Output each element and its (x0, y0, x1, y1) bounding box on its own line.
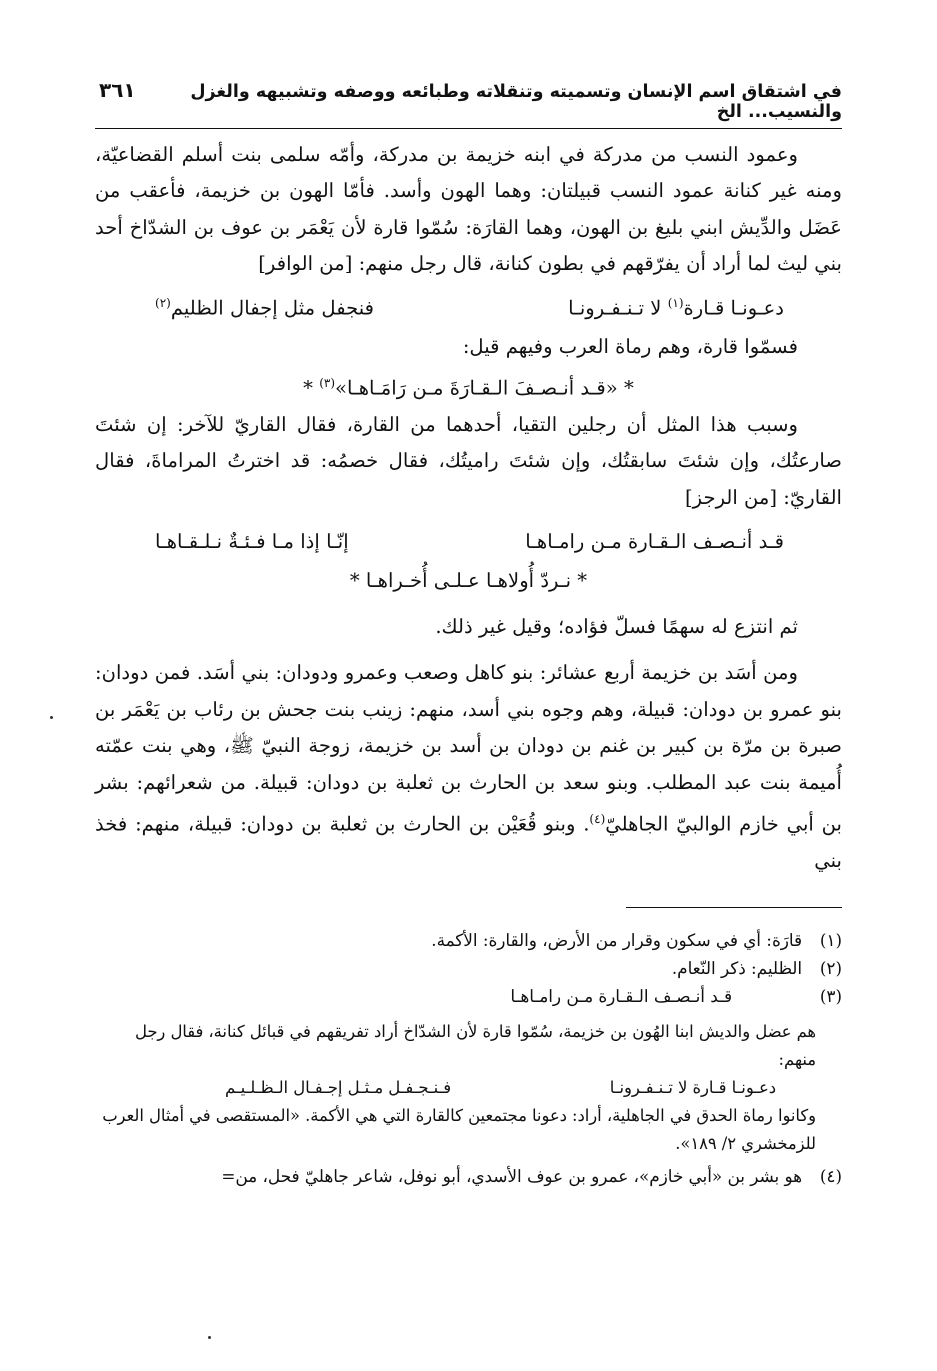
footnote-ref-3[interactable]: (٣) (319, 375, 336, 390)
verse-3 (95, 524, 842, 560)
verse-1 (95, 285, 842, 327)
footnote-2 (95, 954, 842, 982)
paragraph-4: ثم انتزع له سهمًا فسلّ فؤاده؛ وقيل غير ذلك. (435, 614, 798, 638)
footnote-4-text: هو بشر بن «أبي خازم»، عمرو بن عوف الأسدي، أبو نوفل، شاعر جاهليّ فحل، من= (221, 1166, 802, 1187)
footnote-3-quote-verse-b: فـنـجـفـل مـثـل إجـفـال الـظـلـيـم (225, 1078, 452, 1098)
paragraph-1: وعمود النسب من مدركة في ابنه خزيمة بن مدركة، وأمّه سلمى بنت أسلم القضاعيّة، ومنه غير كنانة عمود النسب قبيلتان: وهما الهون وأسد. فأمّا الهون بن خزيمة، فأعقب من عَضَل والدِّيش ابني بليغ بن الهون، وهما القارَة: سُمّوا قارة لأن يَعْمَر بن عوف بن الشدّاخ أحد بني ليث لما أراد أن يفرّقهم في بطون كنانة، قال رجل منهم: [من الوافر] (95, 143, 842, 276)
verse-3-first-hemistich: قـد أنـصـف الـقـارة مـن رامـاهـا (525, 530, 784, 554)
footnote-3-quote (95, 1018, 816, 1158)
footnote-4 (95, 1162, 842, 1190)
footnote-3-quote-1: هم عضل والديش ابنا الهُون بن خزيمة، سُمّوا قارة لأن الشدّاخ أراد تفريقهم في قبائل كنانة، فقال رجل منهم: (135, 1022, 816, 1070)
running-title: في اشتقاق اسم الإنسان وتسميته وتنقلاته وطبائعه ووصفه وتشبيهه والغزل والنسيب... الخ (190, 82, 842, 122)
verse-1-first-hemistich (568, 285, 784, 327)
footnote-2-text: الظليم: ذكر النّعام. (671, 958, 802, 979)
footnote-3-quote-2: وكانوا رماة الحدق في الجاهلية، أراد: دعونا مجتمعين كالقارة التي هي الأكمة. «المستقصى في أمثال العرب للزمخشري ٢/ ١٨٩». (102, 1106, 816, 1154)
scan-speck (50, 716, 53, 719)
footnote-3-number: (٣) (819, 986, 842, 1007)
footnote-2-number: (٢) (819, 958, 842, 979)
footnote-ref-1[interactable]: (١) (667, 295, 684, 310)
scan-speck (208, 1336, 211, 1339)
footnote-1-text: قارَة: أي في سكون وقرار من الأرض، والقارة: الأكمة. (431, 930, 802, 951)
footnotes (95, 926, 842, 1190)
footnote-3-quote-verse (95, 1074, 816, 1102)
paragraph-2: فسمّوا قارة، وهم رماة العرب وفيهم قيل: (462, 334, 798, 358)
paragraph-5 (95, 655, 842, 879)
footnote-3-quote-verse-a: دعـونـا قـارة لا تـنـفـرونـا (609, 1078, 776, 1098)
verse-2-text: * «قـد أنـصـفَ الـقـارَةَ مـن رَامَـاهـا» (335, 376, 634, 400)
footnote-ref-4[interactable]: (٤) (589, 811, 606, 826)
page-number: ٣٦١ (99, 78, 136, 102)
footnote-separator (626, 907, 842, 908)
paragraph-5-text: ومن أسَد بن خزيمة أربع عشائر: بنو كاهل وصعب وعمرو ودودان: بني أسَد. فمن دودان: بنو عمرو بن دودان: قبيلة، وهم وجوه بني أسد، منهم: زينب بنت جحش بن رئاب بن يَعْمَر بن صبرة بن مرّة بن كبير بن غنم بن دودان بن أسد بن خزيمة، زوجة النبيّ ﷺ، وهي بنت عمّته أُميمة بنت عبد المطلب. وبنو سعد بن الحارث بن ثعلبة بن دودان: قبيلة. من شعرائهم: بشر بن أبي خازم الوالبيّ الجاهليّ (95, 661, 842, 836)
footnote-4-number: (٤) (819, 1166, 842, 1187)
verse-1-second-hemistich (155, 285, 374, 327)
main-text (95, 137, 842, 879)
book-page (95, 78, 842, 1190)
verse-1-a2: لا تـنـفـرونـا (568, 296, 668, 320)
paragraph-3: وسبب هذا المثل أن رجلين التقيا، أحدهما من القارة، فقال القاريّ للآخر: إن شئتَ صارعتُك، وإن شئتَ سابقتُك، وإن شئتَ راميتُك، فقال خصمُه: قد اخترتُ المراماةَ، فقال القاريّ: [من الرجز] (95, 412, 842, 509)
verse-4: * نـردّ أُولاهـا عـلـى أُخـراهـا * (349, 568, 588, 592)
verse-2 (95, 365, 842, 407)
footnote-1-number: (١) (819, 930, 842, 951)
paragraph-5-end: . وبنو قُعَيْن بن الحارث بن ثعلبة بن دودان: قبيلة، منهم: فخذ بني (95, 812, 842, 872)
verse-2-star: * (303, 376, 320, 400)
verse-3-second-hemistich: إنّـا إذا مـا فـئـةٌ نـلـقـاهـا (155, 530, 349, 554)
footnote-3-verse: قـد أنـصـف الـقـارة مـن رامـاهـا (510, 986, 732, 1007)
footnote-ref-2[interactable]: (٢) (155, 295, 171, 310)
page-header (95, 78, 842, 129)
footnote-1 (95, 926, 842, 954)
verse-1-b: فنجفل مثل إجفال الظليم (170, 296, 375, 320)
footnote-3 (95, 982, 842, 1010)
verse-1-a: دعـونـا قـارة (683, 296, 784, 320)
